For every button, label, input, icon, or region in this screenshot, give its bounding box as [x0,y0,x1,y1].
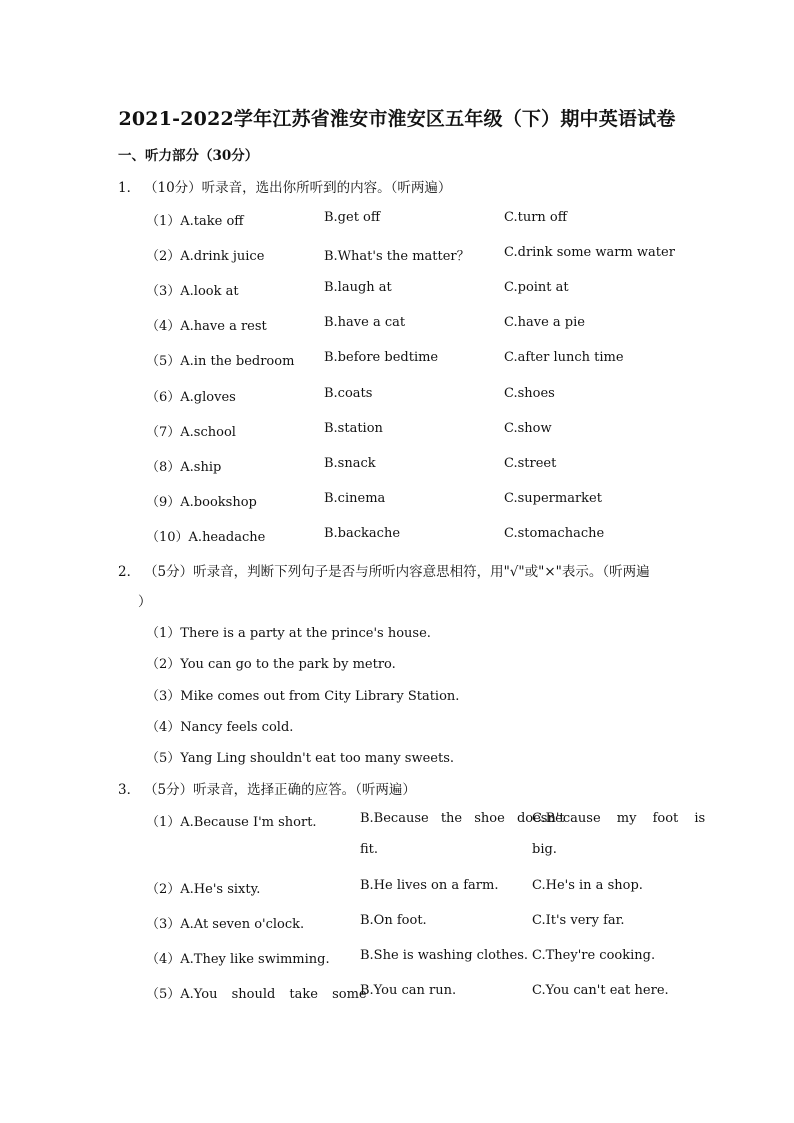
option-c: C.supermarket [504,491,602,506]
question-3-stem [118,778,416,798]
option-a: （3）A.At seven o'clock. [146,917,305,932]
question-text: （10分）听录音，选出你所听到的内容。（听两遍） [144,180,452,196]
option-c: C.They're cooking. [532,948,656,963]
option-b: B.have a cat [324,315,406,330]
question-1-option-row [0,280,794,298]
option-c-continuation: big. [532,842,557,857]
question-number: 3． [118,782,141,798]
question-2-stem-continuation: ） [138,594,152,610]
question-1-option-row [0,526,794,544]
question-1-option-row [0,210,794,228]
option-a: （4）A.They like swimming. [146,952,330,967]
page-title: 2021-2022学年江苏省淮安市淮安区五年级（下）期中英语试卷 [118,108,676,130]
question-1-option-row [0,245,794,263]
true-false-item: （5）Yang Ling shouldn't eat too many sweets. [146,751,455,766]
option-c: C.He's in a shop. [532,878,643,893]
question-3-option-row [0,983,794,1001]
option-c: C.show [504,421,552,436]
true-false-item: （2）You can go to the park by metro. [146,657,396,672]
option-c: C.turn off [504,210,567,225]
true-false-item: （3）Mike comes out from City Library Station. [146,689,460,704]
question-number: 1． [118,180,141,196]
option-a: （1）A.take off [146,214,244,229]
option-b: B.Because the shoe doesn't [360,811,565,826]
option-a: （9）A.bookshop [146,495,257,510]
option-b: B.You can run. [360,983,457,998]
question-1-option-row [0,421,794,439]
question-1-option-row [0,386,794,404]
question-number: 2． [118,564,141,580]
question-1-option-row [0,350,794,368]
option-a: （1）A.Because I'm short. [146,815,317,830]
option-c: C.It's very far. [532,913,625,928]
true-false-item: （1）There is a party at the prince's house. [146,626,431,641]
question-3-option-row [0,913,794,931]
question-2-stem [118,560,650,580]
option-a: （4）A.have a rest [146,319,267,334]
option-a: （7）A.school [146,425,236,440]
option-a: （10）A.headache [146,530,266,545]
question-1-option-row [0,315,794,333]
option-c: C.shoes [504,386,555,401]
option-b: B.What's the matter？ [324,249,470,264]
option-c: C.have a pie [504,315,585,330]
option-c: C.point at [504,280,569,295]
option-a: （2）A.He's sixty. [146,882,261,897]
question-1-option-row [0,491,794,509]
question-1-option-row [0,456,794,474]
question-1-stem [118,176,451,196]
option-b-continuation: fit. [360,842,379,857]
option-a: （5）A.You should take some [146,987,367,1002]
option-c: C.You can't eat here. [532,983,669,998]
option-b: B.coats [324,386,373,401]
option-c: C.street [504,456,557,471]
question-3-option-row [0,811,794,861]
option-b: B.She is washing clothes. [360,948,529,963]
option-c: C.stomachache [504,526,605,541]
option-a: （6）A.gloves [146,390,236,405]
option-b: B.On foot. [360,913,427,928]
option-c: C.drink some warm water [504,245,675,260]
option-b: B.backache [324,526,401,541]
option-b: B.before bedtime [324,350,439,365]
option-c: C.Because my foot is [532,811,706,826]
option-b: B.snack [324,456,376,471]
question-3-option-row [0,878,794,896]
section-heading-listening: 一、听力部分（30分） [118,148,259,164]
option-b: B.cinema [324,491,386,506]
option-b: B.He lives on a farm. [360,878,499,893]
question-3-option-row [0,948,794,966]
true-false-item: （4）Nancy feels cold. [146,720,294,735]
option-b: B.laugh at [324,280,392,295]
option-b: B.get off [324,210,381,225]
option-a: （2）A.drink juice [146,249,265,264]
option-a: （3）A.look at [146,284,239,299]
option-a: （5）A.in the bedroom [146,354,295,369]
question-text: （5分）听录音，选择正确的应答。（听两遍） [144,782,416,798]
option-b: B.station [324,421,383,436]
question-text: （5分）听录音，判断下列句子是否与所听内容意思相符，用"√"或"×"表示。（听两遍 [144,564,650,580]
option-c: C.after lunch time [504,350,624,365]
option-a: （8）A.ship [146,460,222,475]
